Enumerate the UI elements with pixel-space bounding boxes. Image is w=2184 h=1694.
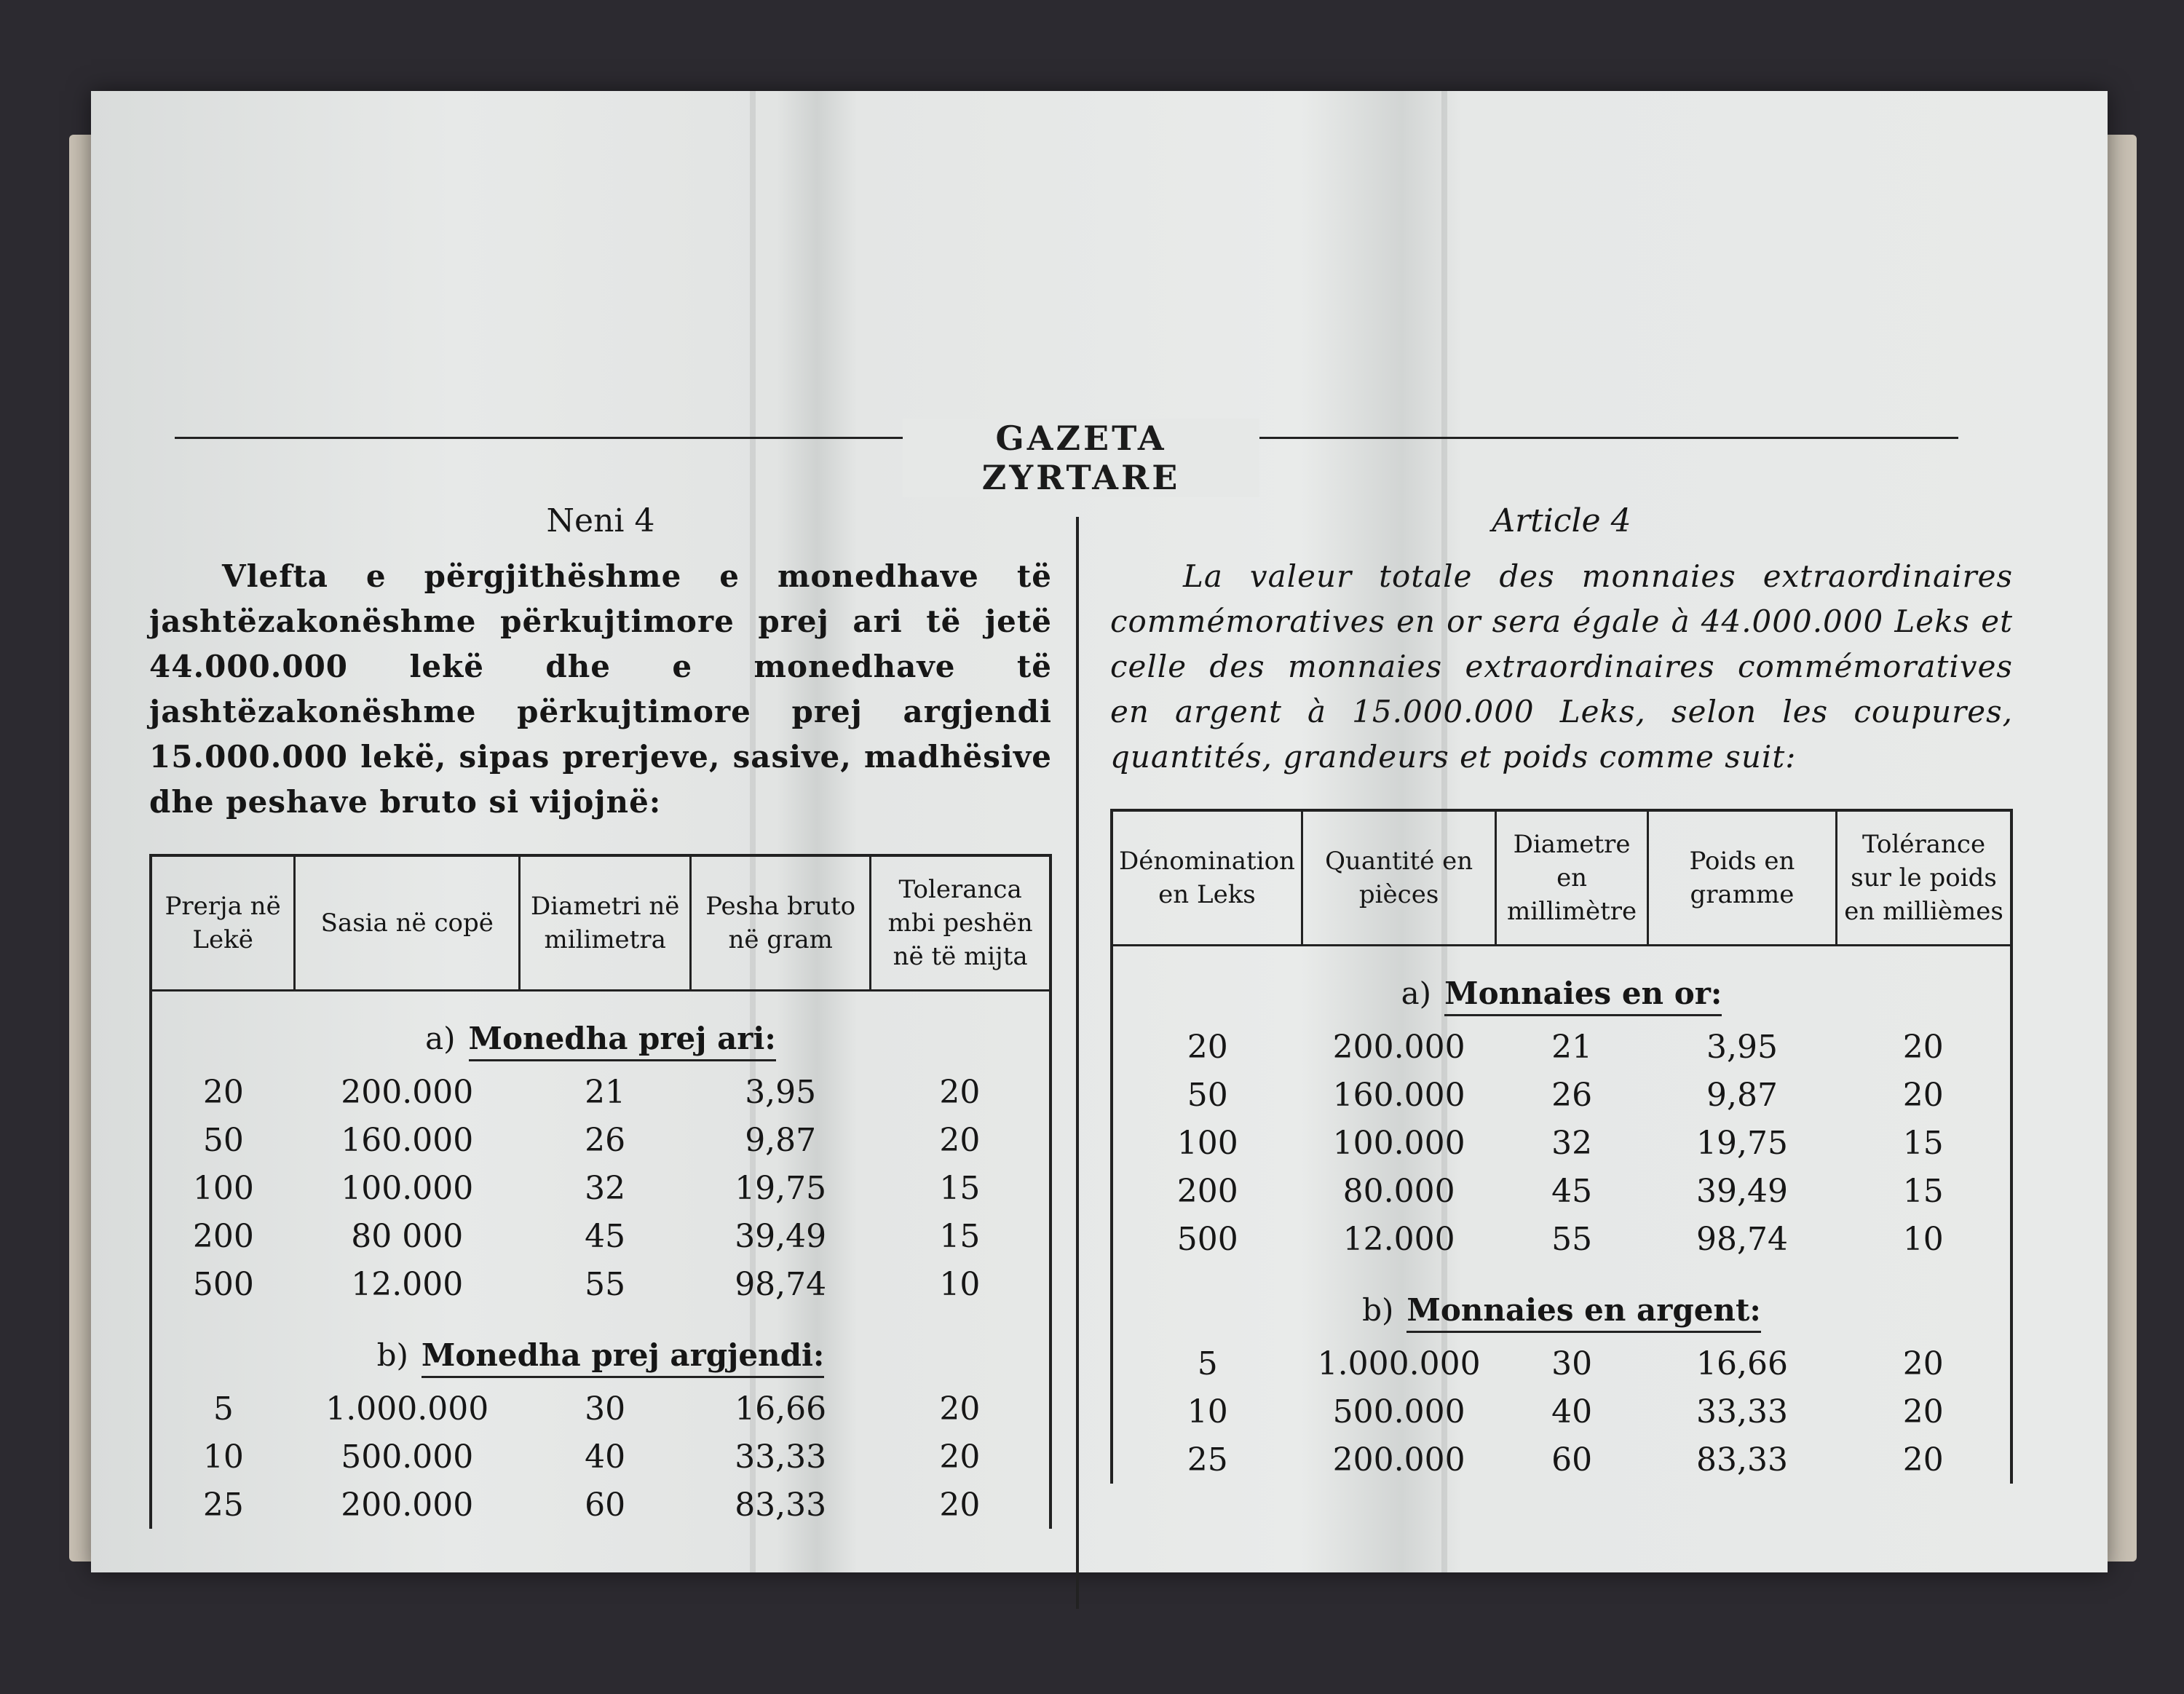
section-heading [1112, 946, 2011, 1024]
section-letter: a) [425, 1021, 456, 1056]
table-row [151, 1433, 1051, 1481]
table-cell: 3,95 [745, 1073, 817, 1111]
column-divider [1076, 517, 1079, 1609]
section-heading [1112, 1263, 2011, 1339]
column-header: Diametri në milimetra [520, 855, 691, 991]
table-cell: 50 [1187, 1076, 1228, 1114]
table-cell: 33,33 [1696, 1393, 1788, 1430]
column-header: Dénomination en Leks [1112, 810, 1302, 946]
table-cell: 5 [1197, 1345, 1218, 1382]
table-cell: 20 [1902, 1028, 1944, 1066]
table-cell: 160.000 [341, 1121, 474, 1159]
table-cell: 15 [1902, 1124, 1944, 1162]
table-row [151, 1385, 1051, 1433]
table-cell: 20 [939, 1438, 981, 1476]
table-cell: 30 [1551, 1345, 1593, 1382]
table-cell: 3,95 [1706, 1028, 1778, 1066]
table-row [151, 1260, 1051, 1308]
article-paragraph: La valeur totale des monnaies extraordinaires commémoratives en or sera égale à 44.000.000 Leks et celle des monnaies extraordinaires commémoratives en argent à 15.000.000 Leks, selon les coupures, quantités, grandeurs et poids comme suit: [1110, 558, 2013, 775]
table-cell: 21 [1551, 1028, 1593, 1066]
table-cell: 9,87 [1706, 1076, 1778, 1114]
table-cell: 12.000 [1342, 1220, 1455, 1258]
table-cell: 25 [1187, 1441, 1228, 1479]
table-cell: 500.000 [341, 1438, 474, 1476]
table-cell: 10 [939, 1265, 981, 1303]
table-cell: 200.000 [1332, 1028, 1465, 1066]
section-label: Monnaies en or: [1444, 975, 1722, 1016]
table-cell: 26 [1551, 1076, 1593, 1114]
table-header-row [1112, 810, 2011, 946]
table-row [151, 1164, 1051, 1212]
table-cell: 200 [192, 1217, 254, 1255]
table-row [1112, 1071, 2011, 1119]
table-cell: 60 [585, 1486, 626, 1524]
table-cell: 60 [1551, 1441, 1593, 1479]
column-header: Diametre en millimètre [1496, 810, 1648, 946]
table-cell: 20 [939, 1390, 981, 1428]
table-cell: 12.000 [351, 1265, 464, 1303]
table-cell: 1.000.000 [325, 1390, 489, 1428]
article-paragraph: Vlefta e përgjithëshme e monedhave të jashtëzakonëshme përkujtimore prej ari të jetë 44.000.000 lekë dhe e monedhave të jashtëzakonëshme përkujtimore prej argjendi 15.000.000 lekë, sipas prerjeve, sasive, madhësive dhe peshave bruto si vijojnë: [149, 558, 1052, 820]
column-header: Poids en gramme [1647, 810, 1836, 946]
table-cell: 100 [1176, 1124, 1238, 1162]
table-cell: 20 [1187, 1028, 1228, 1066]
table-cell: 45 [1551, 1172, 1593, 1210]
table-cell: 160.000 [1332, 1076, 1465, 1114]
table-cell: 30 [585, 1390, 626, 1428]
table-cell: 80 000 [351, 1217, 464, 1255]
table-cell: 39,49 [1696, 1172, 1788, 1210]
section-label: Monedha prej argjendi: [422, 1337, 825, 1378]
table-cell: 200 [1176, 1172, 1238, 1210]
table-cell: 500 [1176, 1220, 1238, 1258]
table-cell: 55 [585, 1265, 626, 1303]
table-cell: 55 [1551, 1220, 1593, 1258]
table-cell: 98,74 [735, 1265, 827, 1303]
table-cell: 500 [192, 1265, 254, 1303]
table-row [151, 1116, 1051, 1164]
article-title: Article 4 [1492, 502, 1631, 539]
table-cell: 20 [939, 1121, 981, 1159]
coin-table [149, 854, 1052, 1529]
section-letter: a) [1401, 975, 1432, 1011]
column-header: Toleranca mbi peshën në të mijta [871, 855, 1051, 991]
table-cell: 32 [585, 1169, 626, 1207]
table-row [151, 1068, 1051, 1116]
table-cell: 83,33 [1696, 1441, 1788, 1479]
table-cell: 5 [213, 1390, 234, 1428]
section-heading [151, 1308, 1051, 1385]
table-cell: 83,33 [735, 1486, 827, 1524]
table-cell: 10 [1187, 1393, 1228, 1430]
table-header-row [151, 855, 1051, 991]
coin-table [1110, 809, 2013, 1484]
table-cell: 10 [1902, 1220, 1944, 1258]
table-cell: 50 [202, 1121, 244, 1159]
table-cell: 200.000 [341, 1073, 474, 1111]
table-row [1112, 1119, 2011, 1167]
table-cell: 9,87 [745, 1121, 817, 1159]
section-label: Monedha prej ari: [469, 1021, 776, 1061]
column-header: Pesha bruto në gram [691, 855, 871, 991]
table-cell: 20 [1902, 1076, 1944, 1114]
gazette-title: GAZETA ZYRTARE [903, 419, 1259, 497]
table-cell: 19,75 [1696, 1124, 1788, 1162]
table-cell: 20 [1902, 1393, 1944, 1430]
table-row [1112, 1215, 2011, 1263]
table-cell: 500.000 [1332, 1393, 1465, 1430]
table-cell: 20 [1902, 1345, 1944, 1382]
table-row [151, 1212, 1051, 1260]
table-cell: 26 [585, 1121, 626, 1159]
table-cell: 20 [939, 1486, 981, 1524]
section-label: Monnaies en argent: [1406, 1292, 1761, 1333]
table-row [1112, 1023, 2011, 1071]
table-cell: 15 [1902, 1172, 1944, 1210]
table-cell: 15 [939, 1169, 981, 1207]
table-cell: 40 [1551, 1393, 1593, 1430]
table-cell: 100 [192, 1169, 254, 1207]
table-cell: 33,33 [735, 1438, 827, 1476]
section-letter: b) [376, 1337, 408, 1373]
table-cell: 80.000 [1342, 1172, 1455, 1210]
table-row [1112, 1339, 2011, 1388]
table-cell: 25 [202, 1486, 244, 1524]
table-row [1112, 1167, 2011, 1215]
table-row [151, 1481, 1051, 1529]
table-cell: 21 [585, 1073, 626, 1111]
table-cell: 20 [202, 1073, 244, 1111]
column-header: Quantité en pièces [1302, 810, 1495, 946]
table-cell: 100.000 [1332, 1124, 1465, 1162]
table-cell: 45 [585, 1217, 626, 1255]
article-title: Neni 4 [546, 502, 655, 539]
albanian-column [149, 502, 1052, 1529]
column-header: Prerja në Lekë [151, 855, 295, 991]
section-letter: b) [1362, 1292, 1394, 1328]
section-heading [151, 991, 1051, 1069]
table-cell: 200.000 [1332, 1441, 1465, 1479]
column-header: Tolérance sur le poids en millièmes [1837, 810, 2011, 946]
table-cell: 200.000 [341, 1486, 474, 1524]
french-column [1110, 502, 2013, 1484]
table-row [1112, 1436, 2011, 1484]
table-cell: 16,66 [1696, 1345, 1788, 1382]
table-cell: 20 [1902, 1441, 1944, 1479]
table-cell: 100.000 [341, 1169, 474, 1207]
table-cell: 19,75 [735, 1169, 827, 1207]
table-cell: 39,49 [735, 1217, 827, 1255]
table-cell: 40 [585, 1438, 626, 1476]
table-cell: 10 [202, 1438, 244, 1476]
table-cell: 32 [1551, 1124, 1593, 1162]
table-cell: 1.000.000 [1317, 1345, 1481, 1382]
table-cell: 15 [939, 1217, 981, 1255]
table-cell: 98,74 [1696, 1220, 1788, 1258]
table-cell: 20 [939, 1073, 981, 1111]
table-cell: 16,66 [735, 1390, 827, 1428]
table-row [1112, 1388, 2011, 1436]
column-header: Sasia në copë [295, 855, 520, 991]
